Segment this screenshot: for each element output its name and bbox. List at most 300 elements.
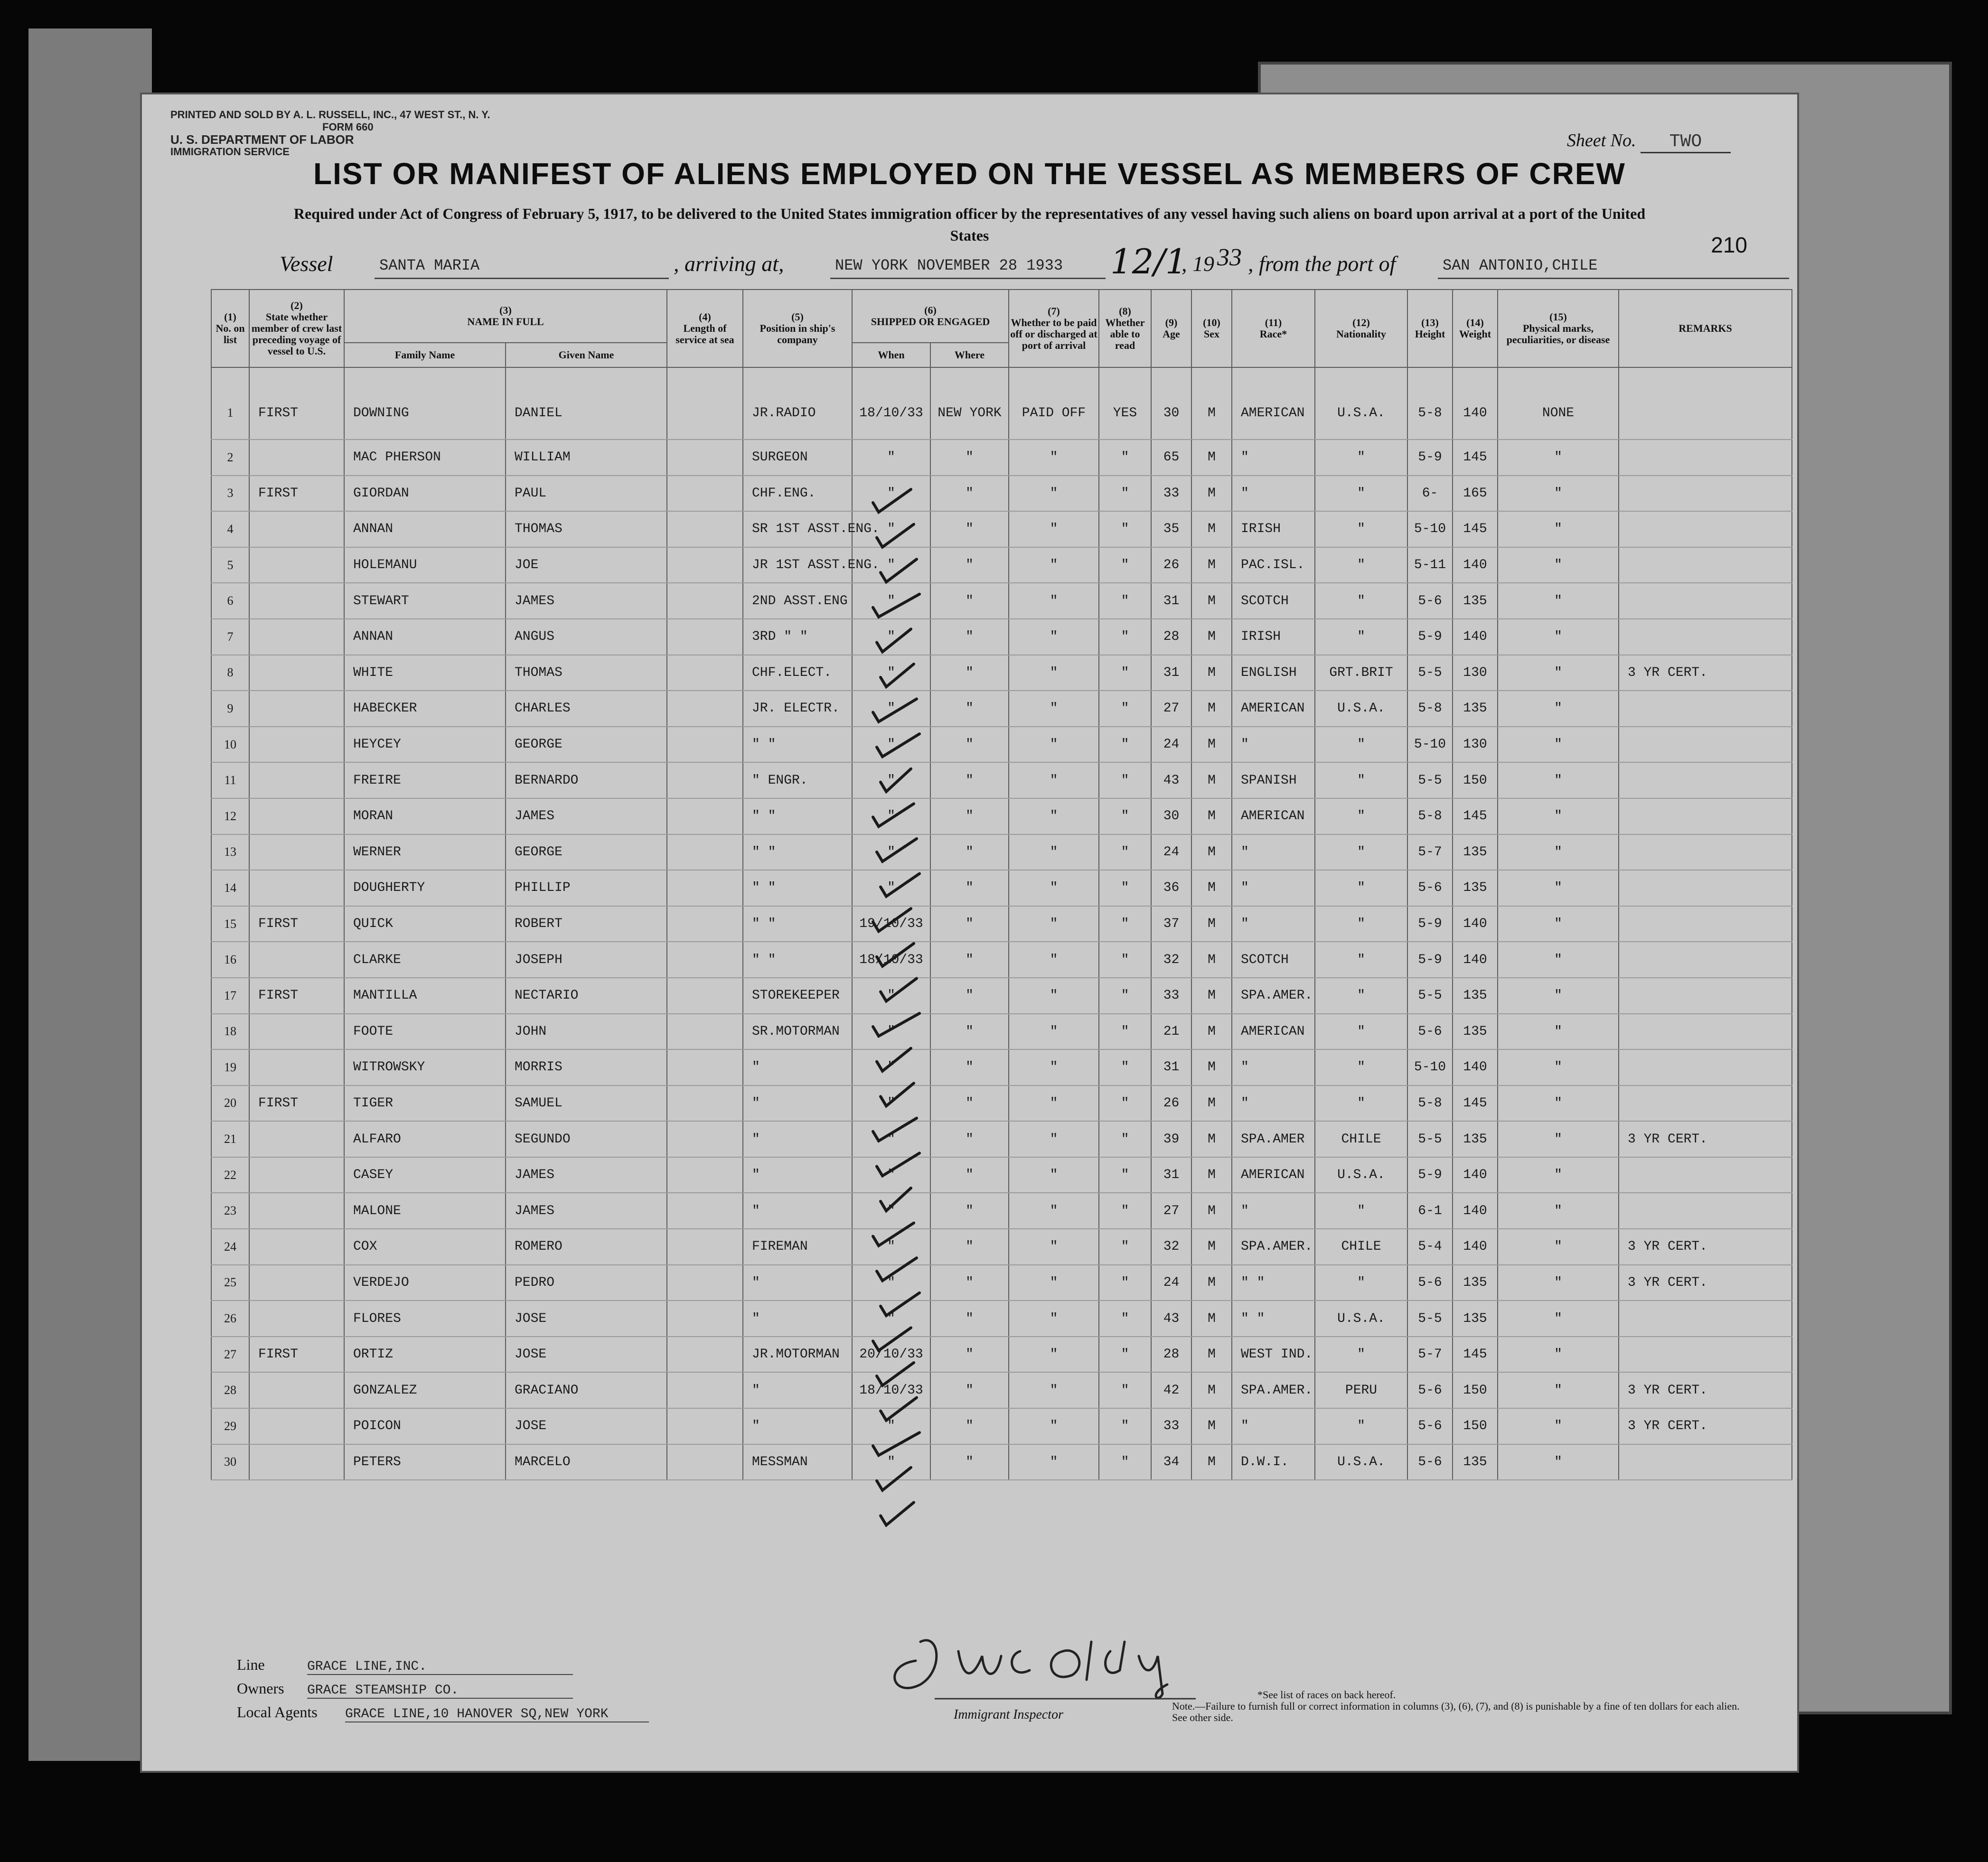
- row-number-cell: 23: [211, 1193, 249, 1229]
- row-number-cell: 16: [211, 942, 249, 978]
- table-row: [211, 511, 1792, 547]
- previous-voyage-cell: FIRST: [249, 978, 344, 1014]
- paid-off-cell: ": [1009, 762, 1099, 798]
- age-cell: 28: [1151, 619, 1191, 655]
- position-cell: ": [743, 1049, 852, 1085]
- sex-cell: M: [1191, 1229, 1232, 1265]
- weight-cell: 145: [1453, 798, 1498, 834]
- nationality-cell: ": [1315, 727, 1407, 763]
- position-cell: ": [743, 1085, 852, 1122]
- physical-marks-cell: ": [1498, 476, 1619, 512]
- col-physical-marks-header: (15) Physical marks, peculiarities, or disease: [1498, 290, 1619, 367]
- shipped-when-cell: ": [852, 476, 930, 512]
- height-cell: 5-8: [1407, 798, 1453, 834]
- department-label: U. S. DEPARTMENT OF LABOR: [170, 132, 354, 147]
- given-name-cell: JAMES: [506, 1193, 667, 1229]
- nationality-cell: PERU: [1315, 1372, 1407, 1408]
- shipped-when-cell: 18/10/33: [852, 1372, 930, 1408]
- physical-marks-cell: ": [1498, 583, 1619, 619]
- shipped-where-cell: ": [930, 1014, 1009, 1050]
- shipped-when-cell: ": [852, 1301, 930, 1337]
- service-length-cell: [667, 978, 743, 1014]
- nationality-cell: ": [1315, 1408, 1407, 1444]
- service-length-cell: [667, 1085, 743, 1122]
- remarks-cell: [1619, 1337, 1792, 1373]
- table-row: [211, 1085, 1792, 1122]
- able-to-read-cell: ": [1099, 1444, 1151, 1480]
- penalty-note: Note.—Failure to furnish full or correct information in columns (3), (6), (7), and (8) is punishable by a fine of ten dollars for each alien. See other side.: [1172, 1700, 1740, 1723]
- position-cell: " ": [743, 906, 852, 942]
- race-cell: AMERICAN: [1232, 1157, 1315, 1193]
- able-to-read-cell: ": [1099, 1085, 1151, 1122]
- table-row: [211, 440, 1792, 476]
- height-cell: 5-9: [1407, 906, 1453, 942]
- year-value: 33: [1217, 244, 1242, 271]
- row-number-cell: 15: [211, 906, 249, 942]
- remarks-cell: [1619, 762, 1792, 798]
- physical-marks-cell: ": [1498, 511, 1619, 547]
- given-name-cell: THOMAS: [506, 511, 667, 547]
- remarks-cell: [1619, 1193, 1792, 1229]
- height-cell: 5-9: [1407, 942, 1453, 978]
- table-row: [211, 942, 1792, 978]
- given-name-cell: ROMERO: [506, 1229, 667, 1265]
- sex-cell: M: [1191, 476, 1232, 512]
- sex-cell: M: [1191, 691, 1232, 727]
- remarks-cell: 3 YR CERT.: [1619, 1408, 1792, 1444]
- previous-voyage-cell: [249, 655, 344, 691]
- position-cell: " ": [743, 834, 852, 870]
- height-cell: 5-5: [1407, 1301, 1453, 1337]
- row-number-cell: 17: [211, 978, 249, 1014]
- shipped-when-cell: ": [852, 834, 930, 870]
- shipped-when-cell: ": [852, 1444, 930, 1480]
- family-name-cell: HEYCEY: [344, 727, 506, 763]
- remarks-cell: 3 YR CERT.: [1619, 1121, 1792, 1157]
- paid-off-cell: ": [1009, 1337, 1099, 1373]
- nationality-cell: ": [1315, 511, 1407, 547]
- sex-cell: M: [1191, 619, 1232, 655]
- height-cell: 5-7: [1407, 834, 1453, 870]
- shipped-where-cell: ": [930, 798, 1009, 834]
- paid-off-cell: ": [1009, 1301, 1099, 1337]
- physical-marks-cell: ": [1498, 691, 1619, 727]
- service-length-cell: [667, 942, 743, 978]
- shipped-where-cell: ": [930, 1337, 1009, 1373]
- physical-marks-cell: ": [1498, 870, 1619, 906]
- row-number-cell: 3: [211, 476, 249, 512]
- nationality-cell: CHILE: [1315, 1229, 1407, 1265]
- owners-value: GRACE STEAMSHIP CO.: [307, 1683, 573, 1699]
- family-name-cell: GIORDAN: [344, 476, 506, 512]
- shipped-where-cell: ": [930, 1372, 1009, 1408]
- remarks-cell: [1619, 906, 1792, 942]
- able-to-read-cell: ": [1099, 476, 1151, 512]
- service-length-cell: [667, 762, 743, 798]
- remarks-cell: [1619, 583, 1792, 619]
- position-cell: MESSMAN: [743, 1444, 852, 1480]
- table-row: [211, 870, 1792, 906]
- weight-cell: 135: [1453, 1014, 1498, 1050]
- given-name-cell: SEGUNDO: [506, 1121, 667, 1157]
- weight-cell: 140: [1453, 619, 1498, 655]
- race-cell: SCOTCH: [1232, 583, 1315, 619]
- service-length-cell: [667, 1337, 743, 1373]
- shipped-where-cell: ": [930, 870, 1009, 906]
- table-row: [211, 1014, 1792, 1050]
- sheet-number: [1567, 130, 1731, 153]
- row-number-cell: 5: [211, 547, 249, 583]
- col-name-header: (3) NAME IN FULL: [344, 290, 667, 343]
- age-cell: 24: [1151, 727, 1191, 763]
- from-port-label: , from the port of: [1248, 252, 1396, 276]
- nationality-cell: ": [1315, 1049, 1407, 1085]
- race-cell: IRISH: [1232, 619, 1315, 655]
- table-row: [211, 691, 1792, 727]
- remarks-cell: [1619, 942, 1792, 978]
- shipped-where-cell: ": [930, 1408, 1009, 1444]
- position-cell: ": [743, 1193, 852, 1229]
- given-name-cell: JOSEPH: [506, 942, 667, 978]
- service-length-cell: [667, 583, 743, 619]
- row-number-cell: 10: [211, 727, 249, 763]
- col-age-header: (9) Age: [1151, 290, 1191, 367]
- physical-marks-cell: ": [1498, 1193, 1619, 1229]
- nationality-cell: ": [1315, 870, 1407, 906]
- previous-voyage-cell: FIRST: [249, 906, 344, 942]
- race-cell: SPA.AMER: [1232, 1121, 1315, 1157]
- position-cell: ": [743, 1121, 852, 1157]
- sex-cell: M: [1191, 727, 1232, 763]
- nationality-cell: ": [1315, 547, 1407, 583]
- able-to-read-cell: ": [1099, 906, 1151, 942]
- row-number-cell: 22: [211, 1157, 249, 1193]
- header-row: [211, 290, 1792, 343]
- sex-cell: M: [1191, 1408, 1232, 1444]
- previous-voyage-cell: [249, 583, 344, 619]
- remarks-cell: [1619, 476, 1792, 512]
- row-number-cell: 21: [211, 1121, 249, 1157]
- height-cell: 5-5: [1407, 1121, 1453, 1157]
- sex-cell: M: [1191, 1121, 1232, 1157]
- shipped-when-cell: ": [852, 691, 930, 727]
- physical-marks-cell: ": [1498, 1301, 1619, 1337]
- line-field: [237, 1656, 649, 1680]
- paid-off-cell: ": [1009, 1444, 1099, 1480]
- previous-voyage-cell: [249, 619, 344, 655]
- weight-cell: 145: [1453, 440, 1498, 476]
- age-cell: 27: [1151, 1193, 1191, 1229]
- able-to-read-cell: ": [1099, 511, 1151, 547]
- family-name-cell: PETERS: [344, 1444, 506, 1480]
- service-length-cell: [667, 547, 743, 583]
- table-row: [211, 834, 1792, 870]
- nationality-cell: ": [1315, 583, 1407, 619]
- service-length-cell: [667, 1372, 743, 1408]
- race-cell: ": [1232, 1408, 1315, 1444]
- weight-cell: 135: [1453, 1301, 1498, 1337]
- height-cell: 5-6: [1407, 1444, 1453, 1480]
- service-length-cell: [667, 655, 743, 691]
- paid-off-cell: ": [1009, 834, 1099, 870]
- arriving-value: NEW YORK NOVEMBER 28 1933: [830, 257, 1106, 279]
- position-cell: JR 1ST ASST.ENG.: [743, 547, 852, 583]
- previous-voyage-cell: [249, 1193, 344, 1229]
- given-name-header: Given Name: [506, 343, 667, 367]
- sex-cell: M: [1191, 762, 1232, 798]
- position-cell: ": [743, 1301, 852, 1337]
- position-cell: ": [743, 1372, 852, 1408]
- document-subtitle: Required under Act of Congress of February 5, 1917, to be delivered to the United States immigration officer by the representatives of any vessel having such aliens on board upon arrival at a port of the United States: [293, 205, 1646, 244]
- nationality-cell: ": [1315, 440, 1407, 476]
- previous-voyage-cell: FIRST: [249, 1085, 344, 1122]
- race-cell: ": [1232, 870, 1315, 906]
- weight-cell: 130: [1453, 727, 1498, 763]
- remarks-cell: [1619, 440, 1792, 476]
- table-row: [211, 762, 1792, 798]
- height-cell: 5-6: [1407, 1265, 1453, 1301]
- weight-cell: 135: [1453, 978, 1498, 1014]
- paid-off-cell: PAID OFF: [1009, 367, 1099, 440]
- table-row: [211, 1265, 1792, 1301]
- physical-marks-cell: ": [1498, 978, 1619, 1014]
- paid-off-cell: ": [1009, 870, 1099, 906]
- shipped-where-cell: ": [930, 727, 1009, 763]
- shipped-where-cell: ": [930, 511, 1009, 547]
- given-name-cell: GRACIANO: [506, 1372, 667, 1408]
- where-header: Where: [930, 343, 1009, 367]
- race-cell: SPA.AMER.: [1232, 1229, 1315, 1265]
- service-length-cell: [667, 691, 743, 727]
- family-name-cell: ORTIZ: [344, 1337, 506, 1373]
- given-name-cell: SAMUEL: [506, 1085, 667, 1122]
- remarks-cell: [1619, 1085, 1792, 1122]
- nationality-cell: ": [1315, 1265, 1407, 1301]
- shipped-when-cell: ": [852, 1265, 930, 1301]
- remarks-cell: [1619, 1157, 1792, 1193]
- able-to-read-cell: ": [1099, 834, 1151, 870]
- service-length-cell: [667, 1193, 743, 1229]
- physical-marks-cell: ": [1498, 942, 1619, 978]
- family-name-cell: MALONE: [344, 1193, 506, 1229]
- sex-cell: M: [1191, 1049, 1232, 1085]
- row-number-cell: 4: [211, 511, 249, 547]
- race-cell: " ": [1232, 1301, 1315, 1337]
- family-name-cell: CASEY: [344, 1157, 506, 1193]
- row-number-cell: 29: [211, 1408, 249, 1444]
- shipped-where-cell: NEW YORK: [930, 367, 1009, 440]
- height-cell: 5-8: [1407, 691, 1453, 727]
- table-row: [211, 906, 1792, 942]
- manifest-sheet: [140, 93, 1799, 1773]
- age-cell: 34: [1151, 1444, 1191, 1480]
- paid-off-cell: ": [1009, 440, 1099, 476]
- row-number-cell: 12: [211, 798, 249, 834]
- line-label: Line: [237, 1656, 265, 1673]
- family-name-cell: WERNER: [344, 834, 506, 870]
- family-name-cell: VERDEJO: [344, 1265, 506, 1301]
- able-to-read-cell: ": [1099, 1014, 1151, 1050]
- weight-cell: 140: [1453, 547, 1498, 583]
- race-cell: ": [1232, 440, 1315, 476]
- given-name-cell: THOMAS: [506, 655, 667, 691]
- physical-marks-cell: ": [1498, 1229, 1619, 1265]
- service-length-cell: [667, 511, 743, 547]
- table-row: [211, 1444, 1792, 1480]
- nationality-cell: ": [1315, 978, 1407, 1014]
- shipped-when-cell: ": [852, 1193, 930, 1229]
- service-length-cell: [667, 367, 743, 440]
- age-cell: 26: [1151, 1085, 1191, 1122]
- age-cell: 33: [1151, 476, 1191, 512]
- paid-off-cell: ": [1009, 1014, 1099, 1050]
- able-to-read-cell: ": [1099, 1301, 1151, 1337]
- given-name-cell: ANGUS: [506, 619, 667, 655]
- position-cell: " ENGR.: [743, 762, 852, 798]
- sex-cell: M: [1191, 1265, 1232, 1301]
- paid-off-cell: ": [1009, 942, 1099, 978]
- paid-off-cell: ": [1009, 1408, 1099, 1444]
- able-to-read-cell: ": [1099, 1049, 1151, 1085]
- previous-voyage-cell: [249, 942, 344, 978]
- sex-cell: M: [1191, 511, 1232, 547]
- remarks-cell: [1619, 547, 1792, 583]
- shipped-when-cell: 20/10/33: [852, 1337, 930, 1373]
- physical-marks-cell: ": [1498, 1049, 1619, 1085]
- nationality-cell: ": [1315, 906, 1407, 942]
- given-name-cell: JAMES: [506, 1157, 667, 1193]
- height-cell: 5-6: [1407, 1408, 1453, 1444]
- shipped-when-cell: ": [852, 1014, 930, 1050]
- age-cell: 35: [1151, 511, 1191, 547]
- table-row: [211, 1301, 1792, 1337]
- shipped-where-cell: ": [930, 906, 1009, 942]
- family-name-cell: FREIRE: [344, 762, 506, 798]
- sex-cell: M: [1191, 1372, 1232, 1408]
- row-number-cell: 28: [211, 1372, 249, 1408]
- weight-cell: 145: [1453, 1085, 1498, 1122]
- from-port-value: SAN ANTONIO,CHILE: [1438, 257, 1789, 279]
- shipped-where-cell: ": [930, 1049, 1009, 1085]
- printer-imprint: [170, 109, 490, 158]
- previous-voyage-cell: [249, 1049, 344, 1085]
- sex-cell: M: [1191, 655, 1232, 691]
- family-name-cell: COX: [344, 1229, 506, 1265]
- able-to-read-cell: ": [1099, 1337, 1151, 1373]
- physical-marks-cell: ": [1498, 1337, 1619, 1373]
- race-cell: D.W.I.: [1232, 1444, 1315, 1480]
- weight-cell: 140: [1453, 1193, 1498, 1229]
- shipped-where-cell: ": [930, 1265, 1009, 1301]
- remarks-cell: [1619, 978, 1792, 1014]
- shipped-when-cell: 19/10/33: [852, 906, 930, 942]
- height-cell: 5-8: [1407, 367, 1453, 440]
- row-number-cell: 7: [211, 619, 249, 655]
- given-name-cell: JOSE: [506, 1337, 667, 1373]
- weight-cell: 130: [1453, 655, 1498, 691]
- nationality-cell: U.S.A.: [1315, 1444, 1407, 1480]
- paid-off-cell: ": [1009, 691, 1099, 727]
- able-to-read-cell: ": [1099, 619, 1151, 655]
- family-name-cell: FOOTE: [344, 1014, 506, 1050]
- physical-marks-cell: ": [1498, 834, 1619, 870]
- service-length-cell: [667, 1049, 743, 1085]
- service-length-cell: [667, 1157, 743, 1193]
- given-name-cell: ROBERT: [506, 906, 667, 942]
- agents-label: Local Agents: [237, 1703, 318, 1721]
- physical-marks-cell: ": [1498, 1444, 1619, 1480]
- vessel-label: Vessel: [280, 252, 333, 276]
- position-cell: 3RD " ": [743, 619, 852, 655]
- remarks-cell: [1619, 834, 1792, 870]
- shipped-when-cell: ": [852, 727, 930, 763]
- weight-cell: 150: [1453, 762, 1498, 798]
- age-cell: 39: [1151, 1121, 1191, 1157]
- race-cell: AMERICAN: [1232, 798, 1315, 834]
- nationality-cell: ": [1315, 942, 1407, 978]
- position-cell: " ": [743, 798, 852, 834]
- height-cell: 5-6: [1407, 583, 1453, 619]
- family-name-cell: POICON: [344, 1408, 506, 1444]
- table-row: [211, 367, 1792, 440]
- previous-voyage-cell: [249, 1301, 344, 1337]
- given-name-cell: GEORGE: [506, 727, 667, 763]
- race-cell: IRISH: [1232, 511, 1315, 547]
- remarks-cell: [1619, 691, 1792, 727]
- shipped-when-cell: ": [852, 978, 930, 1014]
- col-read-header: (8) Whether able to read: [1099, 290, 1151, 367]
- previous-voyage-cell: [249, 762, 344, 798]
- sex-cell: M: [1191, 583, 1232, 619]
- race-cell: WEST IND.: [1232, 1337, 1315, 1373]
- race-cell: ": [1232, 1085, 1315, 1122]
- able-to-read-cell: ": [1099, 1121, 1151, 1157]
- position-cell: " ": [743, 727, 852, 763]
- service-length-cell: [667, 834, 743, 870]
- vessel-line: [280, 242, 1674, 289]
- sex-cell: M: [1191, 1157, 1232, 1193]
- age-cell: 27: [1151, 691, 1191, 727]
- height-cell: 5-11: [1407, 547, 1453, 583]
- nationality-cell: CHILE: [1315, 1121, 1407, 1157]
- previous-voyage-cell: [249, 870, 344, 906]
- family-name-cell: WITROWSKY: [344, 1049, 506, 1085]
- remarks-cell: [1619, 367, 1792, 440]
- sex-cell: M: [1191, 1444, 1232, 1480]
- race-footnote: *See list of races on back hereof.: [1257, 1689, 1396, 1701]
- physical-marks-cell: ": [1498, 906, 1619, 942]
- table-row: [211, 1229, 1792, 1265]
- service-length-cell: [667, 727, 743, 763]
- race-cell: ENGLISH: [1232, 655, 1315, 691]
- col-sex-header: (10) Sex: [1191, 290, 1232, 367]
- paid-off-cell: ": [1009, 583, 1099, 619]
- shipped-where-cell: ": [930, 762, 1009, 798]
- remarks-cell: [1619, 1301, 1792, 1337]
- age-cell: 37: [1151, 906, 1191, 942]
- col-shipped-header: (6) SHIPPED OR ENGAGED: [852, 290, 1009, 343]
- paid-off-cell: ": [1009, 547, 1099, 583]
- family-name-cell: ALFARO: [344, 1121, 506, 1157]
- shipped-when-cell: ": [852, 583, 930, 619]
- paid-off-cell: ": [1009, 1157, 1099, 1193]
- shipped-when-cell: ": [852, 1229, 930, 1265]
- weight-cell: 135: [1453, 691, 1498, 727]
- shipped-when-cell: ": [852, 1085, 930, 1122]
- nationality-cell: GRT.BRIT: [1315, 655, 1407, 691]
- age-cell: 24: [1151, 834, 1191, 870]
- paid-off-cell: ": [1009, 1229, 1099, 1265]
